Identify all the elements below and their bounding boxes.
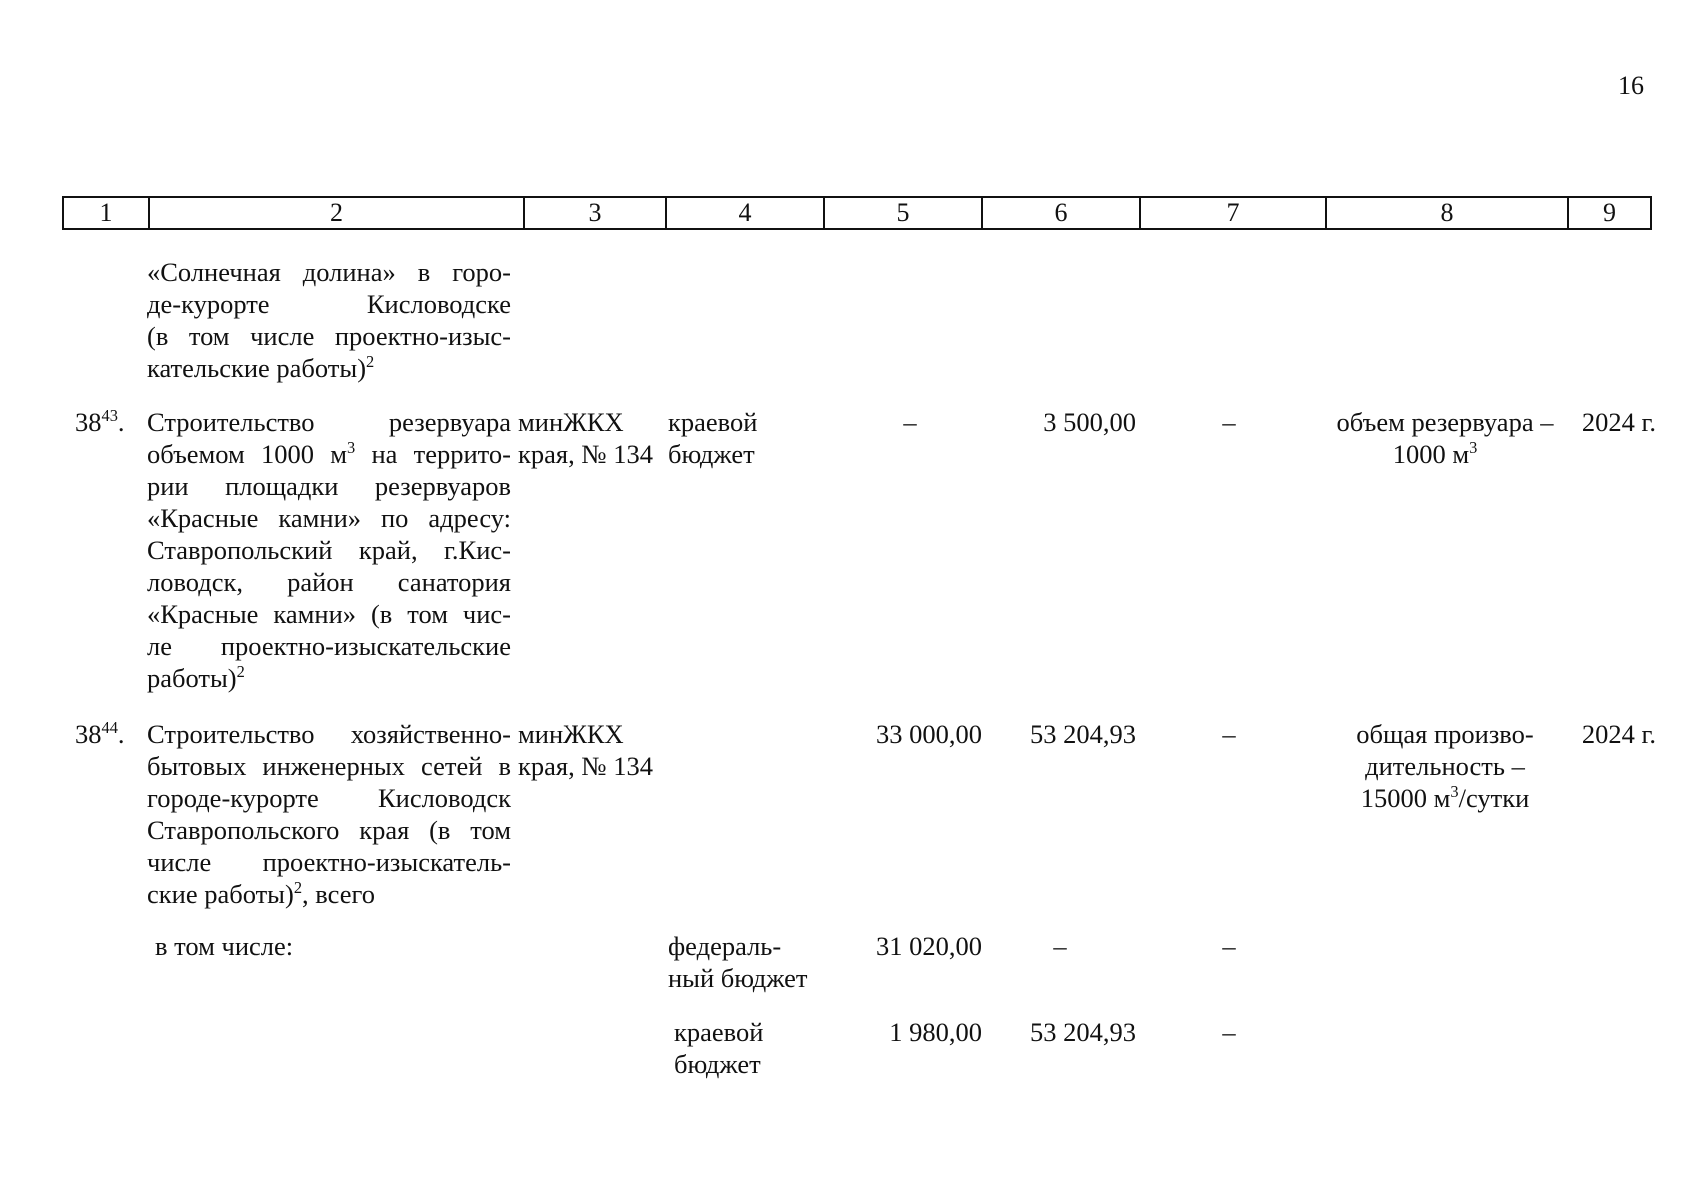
desc-line: рии площадки резервуаров xyxy=(147,471,511,501)
header-col-1: 1 xyxy=(63,197,149,229)
header-col-3: 3 xyxy=(524,197,666,229)
page-number: 16 xyxy=(1618,71,1644,100)
desc-line: «Красные камни» по адресу: xyxy=(147,503,511,533)
desc-last-line: работы)$^2$ xyxy=(147,662,245,693)
header-col-6: 6 xyxy=(982,197,1140,229)
col6-value: 53 204,93 xyxy=(1030,1017,1136,1047)
header-col-2: 2 xyxy=(149,197,524,229)
header-col-7: 7 xyxy=(1140,197,1326,229)
desc-line: Строительство хозяйственно- xyxy=(147,719,511,749)
desc-line: Ставропольский край, г.Кис- xyxy=(147,535,511,565)
header-col-4: 4 xyxy=(666,197,824,229)
row-description xyxy=(147,718,511,910)
column-number-header xyxy=(62,196,1652,230)
including-label: в том числе: xyxy=(155,931,294,961)
funding-source: краевой бюджет xyxy=(674,1017,764,1079)
row-description xyxy=(147,406,511,694)
desc-line: городе-курорте Кисловодск xyxy=(147,783,511,813)
col5-value: 31 020,00 xyxy=(876,931,982,961)
col6-value: – xyxy=(1053,931,1067,961)
desc-line: ловодск, район санатория xyxy=(147,567,511,597)
desc-line: ле проектно-изыскательские xyxy=(147,631,511,661)
header-col-5: 5 xyxy=(824,197,982,229)
result-indicator: общая произво- дительность – 15000 $м^3$/сутки xyxy=(1356,719,1534,813)
desc-line: объемом 1000 $м^3$ на террито- xyxy=(147,438,511,469)
responsible-executor: минЖКХ края, № 134 xyxy=(518,719,653,781)
responsible-executor: минЖКХ края, № 134 xyxy=(518,407,653,469)
desc-line: числе проектно-изыскатель- xyxy=(147,847,511,877)
col7-value: – xyxy=(1222,931,1236,961)
col6-value: 3 500,00 xyxy=(1043,407,1136,437)
desc-last-line: ские работы)$^2$, всего xyxy=(147,878,375,909)
desc-last-line: кательские работы)$^2$ xyxy=(147,352,375,383)
result-indicator: объем резервуара – 1000 $м^3$ xyxy=(1336,407,1554,469)
desc-line: «Солнечная долина» в горо- xyxy=(147,257,511,287)
header-col-9: 9 xyxy=(1568,197,1651,229)
row-number: $38^{44}$. xyxy=(75,718,125,749)
funding-source: краевой бюджет xyxy=(668,407,758,469)
col6-value: 53 204,93 xyxy=(1030,719,1136,749)
row-number: $38^{43}$. xyxy=(75,406,125,437)
col7-value: – xyxy=(1222,1017,1236,1047)
desc-line: Ставропольского края (в том xyxy=(147,815,511,845)
footnote-mark: 2 xyxy=(236,662,245,682)
col7-value: – xyxy=(1222,407,1236,437)
col5-value: 1 980,00 xyxy=(889,1017,982,1047)
col7-value: – xyxy=(1222,719,1236,749)
continuation-description xyxy=(147,256,511,384)
funding-source: федераль- ный бюджет xyxy=(668,931,808,993)
year: 2024 г. xyxy=(1581,719,1656,749)
desc-line: де-курорте Кисловодске xyxy=(147,289,511,319)
header-col-8: 8 xyxy=(1326,197,1568,229)
col5-value: – xyxy=(903,407,917,437)
desc-line: Строительство резервуара xyxy=(147,407,511,437)
col5-value: 33 000,00 xyxy=(876,719,982,749)
table-header-row xyxy=(62,196,1650,230)
year: 2024 г. xyxy=(1581,407,1656,437)
footnote-mark: 2 xyxy=(366,352,375,372)
footnote-mark: 2 xyxy=(293,878,303,898)
desc-line: (в том числе проектно-изыс- xyxy=(147,321,511,351)
desc-line: «Красные камни» (в том чис- xyxy=(147,599,511,629)
desc-line: бытовых инженерных сетей в xyxy=(147,751,511,781)
